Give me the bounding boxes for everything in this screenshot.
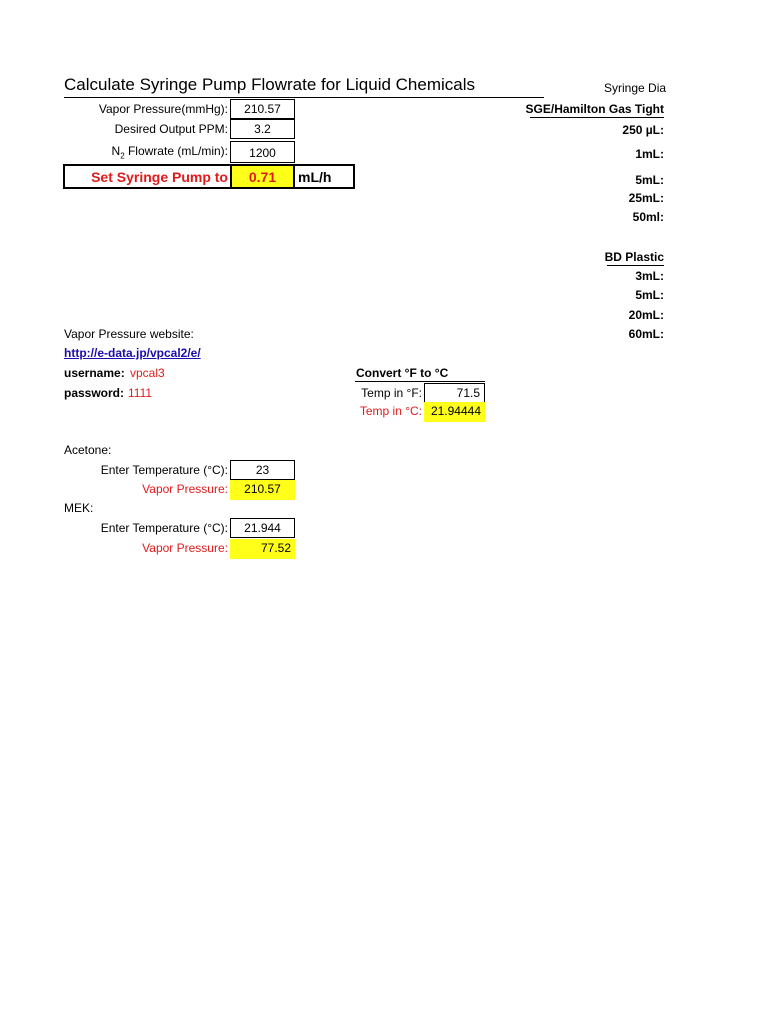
mek-temp-label: Enter Temperature (°C): <box>100 521 228 535</box>
vapor-pressure-label: Vapor Pressure(mmHg): <box>98 102 228 116</box>
temp-f-label: Temp in °F: <box>361 386 422 400</box>
result-unit: mL/h <box>298 169 332 185</box>
website-link[interactable]: http://e-data.jp/vpcal2/e/ <box>64 346 201 360</box>
n2-flowrate-label <box>64 143 228 164</box>
vapor-pressure-cell[interactable]: 210.57 <box>230 99 295 119</box>
n2-flowrate-cell[interactable]: 1200 <box>230 141 295 163</box>
sge-header: SGE/Hamilton Gas Tight <box>525 102 664 116</box>
title-underline <box>64 97 544 98</box>
acetone-temp-label: Enter Temperature (°C): <box>100 463 228 477</box>
result-value-cell: 0.71 <box>230 164 295 189</box>
syringe-dia-header: Syringe Dia <box>604 81 667 95</box>
username-label: username: <box>64 366 125 380</box>
page-title: Calculate Syringe Pump Flowrate for Liquid Chemicals <box>64 75 476 94</box>
bd-item-5ml: 5mL: <box>635 288 664 302</box>
password-label: password: <box>64 386 125 400</box>
desired-ppm-label: Desired Output PPM: <box>114 122 228 136</box>
bd-item-3ml: 3mL: <box>635 269 664 283</box>
acetone-temp-cell[interactable]: 23 <box>230 460 295 480</box>
username-value: vpcal3 <box>130 366 165 380</box>
sge-item-25ml: 25mL: <box>628 191 664 205</box>
convert-title-underline <box>355 381 485 382</box>
acetone-vp-label: Vapor Pressure: <box>142 482 228 496</box>
acetone-vp-cell: 210.57 <box>230 480 295 500</box>
mek-label: MEK: <box>64 501 94 515</box>
bd-header-underline <box>607 265 664 266</box>
mek-vp-label: Vapor Pressure: <box>142 541 228 555</box>
temp-f-cell[interactable]: 71.5 <box>424 383 485 403</box>
bd-header: BD Plastic <box>604 250 664 264</box>
result-label: Set Syringe Pump to <box>91 169 228 185</box>
convert-title: Convert °F to °C <box>356 366 449 380</box>
sge-item-250ul: 250 µL: <box>622 123 664 137</box>
sge-item-1ml: 1mL: <box>635 147 664 161</box>
mek-vp-cell: 77.52 <box>230 539 295 559</box>
desired-ppm-cell[interactable]: 3.2 <box>230 119 295 139</box>
temp-c-label: Temp in °C: <box>359 404 422 418</box>
sge-item-50ml: 50ml: <box>632 210 664 224</box>
n2-label-rest: Flowrate (mL/min): <box>124 144 228 158</box>
n2-subscript: 2 <box>120 151 125 161</box>
sge-item-5ml: 5mL: <box>635 173 664 187</box>
acetone-label: Acetone: <box>64 443 112 457</box>
mek-temp-cell[interactable]: 21.944 <box>230 518 295 538</box>
website-label: Vapor Pressure website: <box>64 327 194 341</box>
password-value: 1111 <box>128 386 153 400</box>
bd-item-20ml: 20mL: <box>628 308 664 322</box>
sge-header-underline <box>530 117 664 118</box>
n2-prefix: N <box>111 144 121 158</box>
bd-item-60ml: 60mL: <box>628 327 664 341</box>
temp-c-cell: 21.94444 <box>424 402 485 422</box>
